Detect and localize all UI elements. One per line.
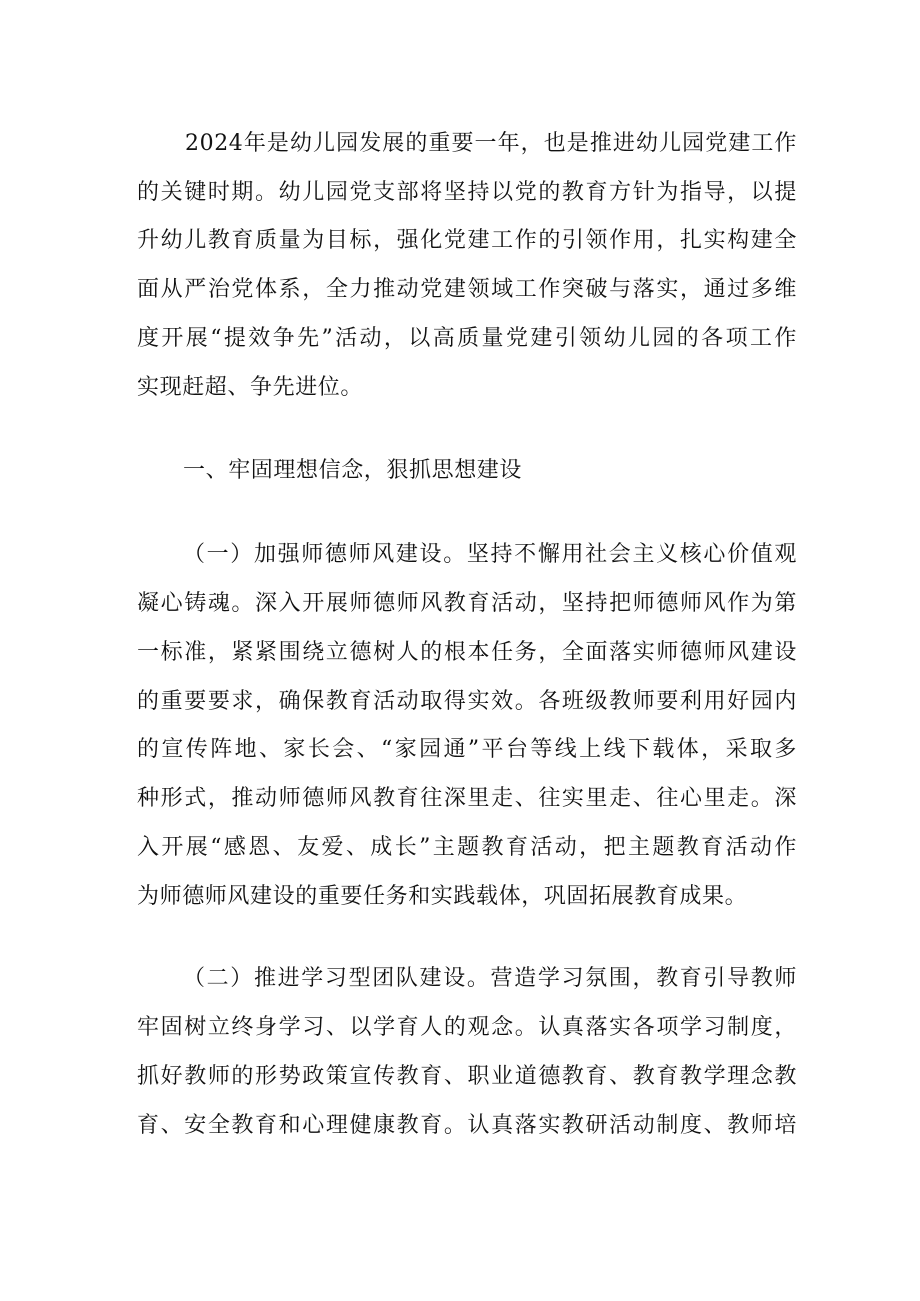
text-line: 面从严治党体系，全力推动党建领域工作突破与落实，通过多维 (137, 277, 797, 302)
text-line: 的重要要求，确保教育活动取得实效。各班级教师要利用好园内 (137, 689, 797, 714)
text-line: （二）推进学习型团队建设。营造学习氛围，教育引导教师 (183, 966, 797, 991)
text-line: 实现赶超、争先进位。 (137, 375, 364, 400)
text-line: 入开展“感恩、友爱、成长”主题教育活动，把主题教育活动作 (137, 835, 797, 860)
text-line: 升幼儿教育质量为目标，强化党建工作的引领作用，扎实构建全 (137, 228, 797, 253)
section-heading: 一、牢固理想信念，狠抓思想建设 (183, 458, 523, 483)
text-line: 为师德师风建设的重要任务和实践载体，巩固拓展教育成果。 (137, 884, 748, 909)
text-line: 的关键时期。幼儿园党支部将坚持以党的教育方针为指导，以提 (137, 180, 797, 205)
text-line: 2024年是幼儿园发展的重要一年，也是推进幼儿园党建工作 (185, 131, 797, 156)
text-line: 度开展“提效争先”活动，以高质量党建引领幼儿园的各项工作 (137, 326, 797, 351)
text-line: （一）加强师德师风建设。坚持不懈用社会主义核心价值观 (183, 542, 797, 567)
text-line: 一标准，紧紧围绕立德树人的根本任务，全面落实师德师风建设 (137, 640, 797, 665)
text-line: 凝心铸魂。深入开展师德师风教育活动，坚持把师德师风作为第 (137, 591, 797, 616)
text-line: 育、安全教育和心理健康教育。认真落实教研活动制度、教师培 (137, 1113, 797, 1138)
text-line: 种形式，推动师德师风教育往深里走、往实里走、往心里走。深 (137, 786, 797, 811)
text-line: 抓好教师的形势政策宣传教育、职业道德教育、教育教学理念教 (137, 1064, 797, 1089)
text-line: 的宣传阵地、家长会、“家园通”平台等线上线下载体，采取多 (137, 737, 797, 762)
text-line: 牢固树立终身学习、以学育人的观念。认真落实各项学习制度， (137, 1015, 797, 1040)
